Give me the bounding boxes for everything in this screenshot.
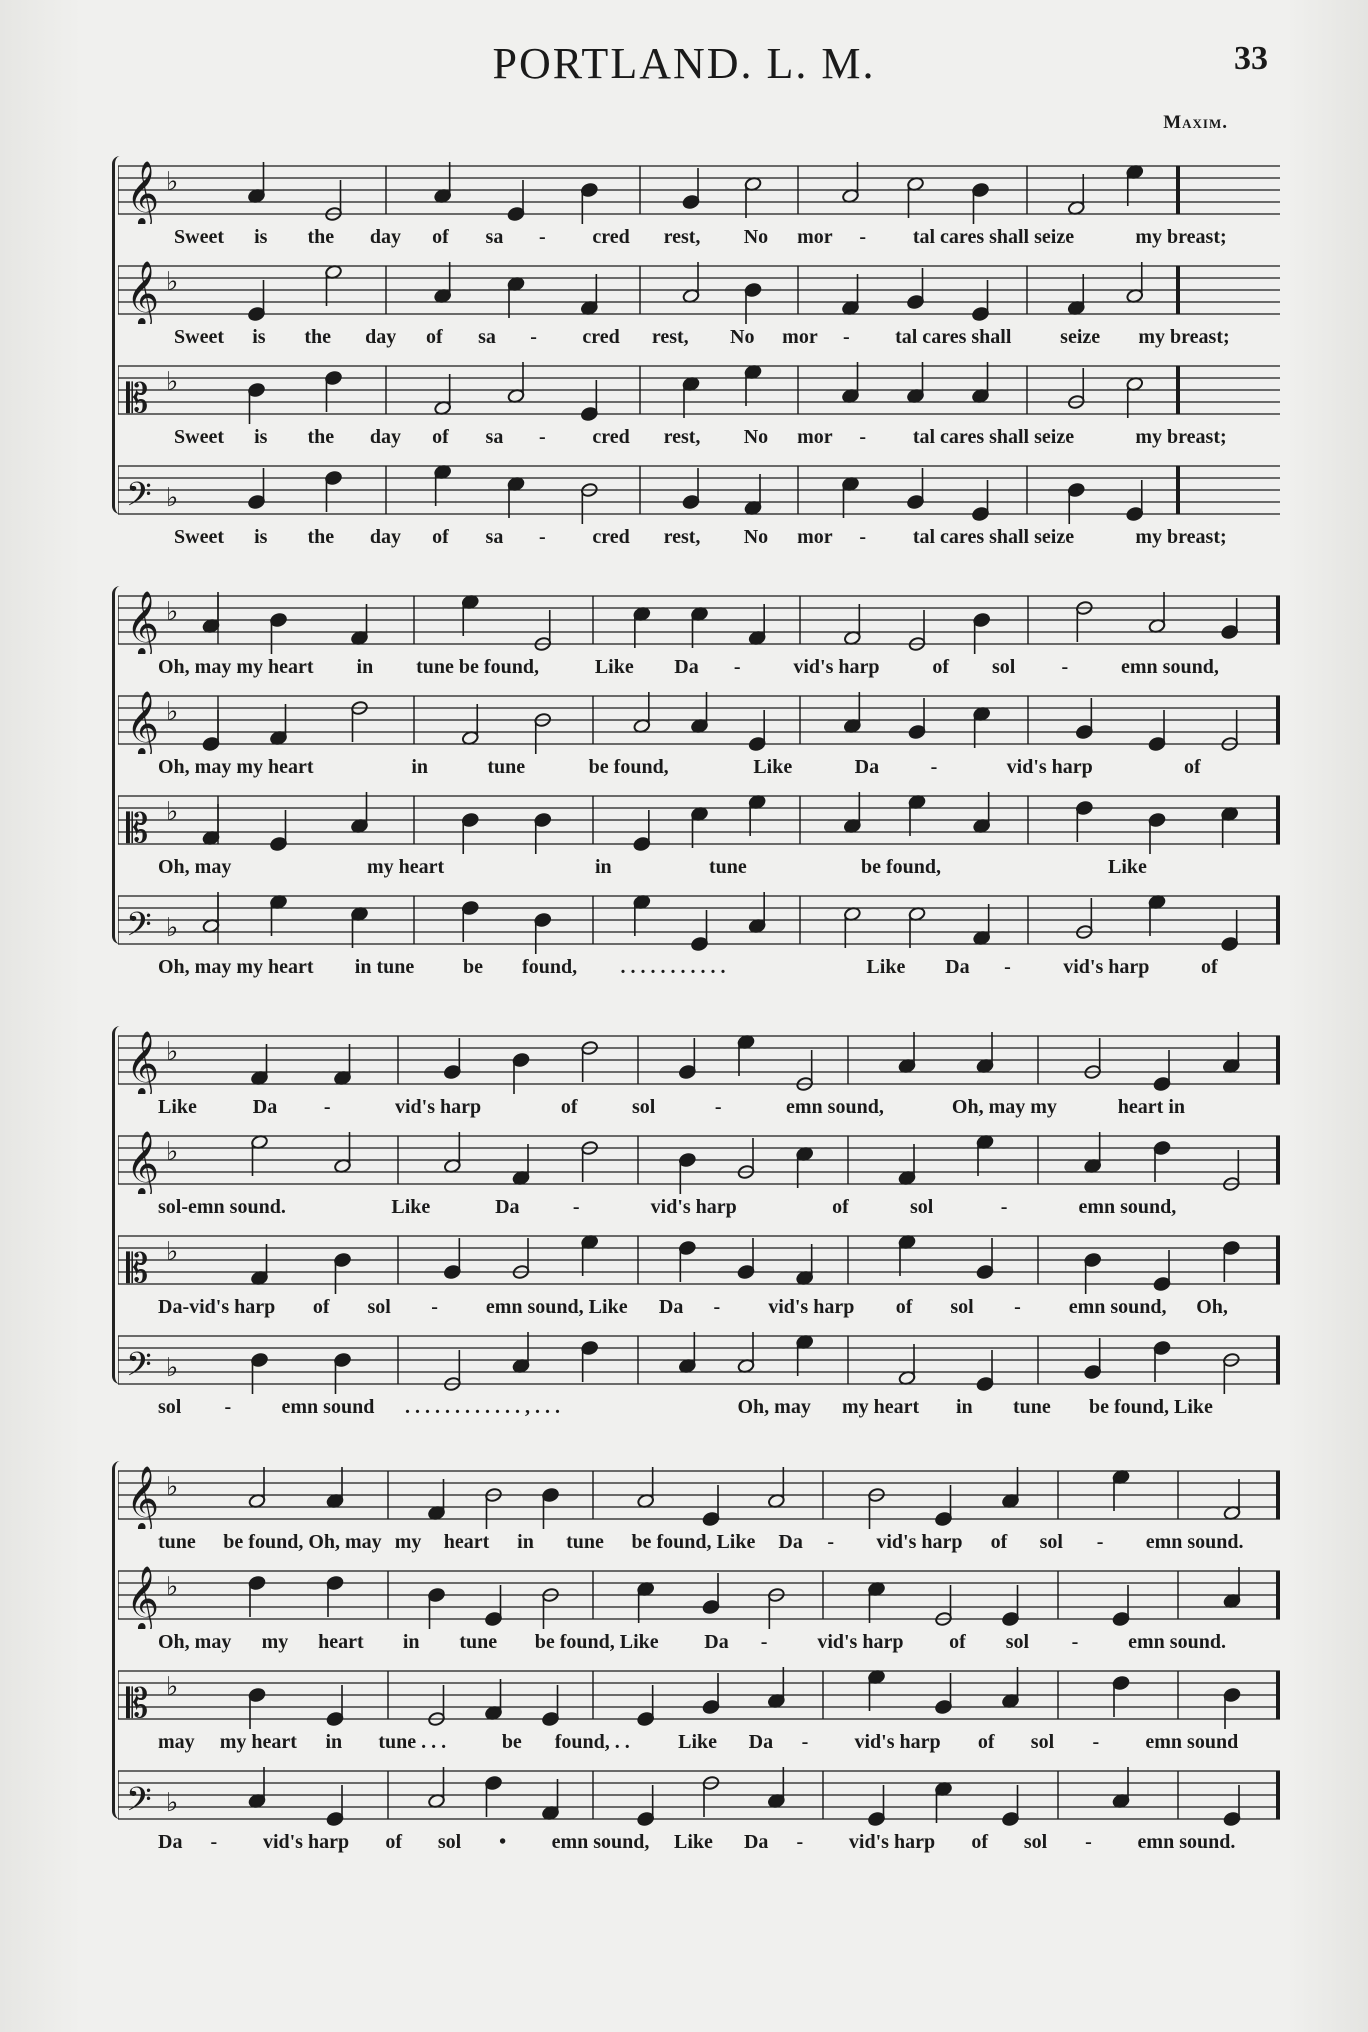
flat-key-signature-icon: ♭ xyxy=(166,1353,179,1383)
lyric-syllable: of xyxy=(832,1196,849,1218)
lyric-syllable: vid's harp xyxy=(394,1096,482,1118)
treble-clef-icon: 𝄞 xyxy=(126,591,160,654)
page-number: 33 xyxy=(1234,40,1268,77)
flat-key-signature-icon: ♭ xyxy=(166,267,179,297)
lyric-syllable: rest, xyxy=(663,226,701,248)
staff-lines xyxy=(118,1130,1280,1194)
tenor-clef-icon: 𝄡 xyxy=(126,806,149,852)
lyric-syllable: . . . . . . . . . . . xyxy=(620,956,726,978)
lyric-line xyxy=(118,326,1280,352)
staff-soprano xyxy=(118,1465,1280,1565)
staff-alto xyxy=(118,690,1280,790)
lyric-syllable: be found, Like xyxy=(1089,1396,1213,1418)
lyric-syllable: day xyxy=(365,326,397,348)
lyric-syllable: - xyxy=(859,526,867,548)
lyric-syllable: No xyxy=(743,426,769,448)
lyric-syllable: No xyxy=(743,526,769,548)
lyric-syllable: sol xyxy=(158,1396,182,1418)
lyric-syllable: vid's harp xyxy=(1063,956,1150,978)
lyric-syllable: Da xyxy=(158,1831,183,1853)
lyric-syllable: heart xyxy=(318,1631,364,1653)
lyric-syllable: of xyxy=(432,226,449,248)
lyric-syllable: sa xyxy=(485,426,504,448)
lyric-syllable: my heart xyxy=(842,1396,920,1418)
lyric-syllable: found, xyxy=(522,956,578,978)
lyric-syllable: tune xyxy=(487,756,526,778)
lyric-syllable: vid's harp xyxy=(848,1831,936,1853)
lyric-line xyxy=(118,1096,1280,1122)
lyric-syllable: - xyxy=(1000,1196,1008,1218)
staff-soprano xyxy=(118,160,1280,260)
bass-clef-icon: 𝄢 xyxy=(126,906,152,952)
flat-key-signature-icon: ♭ xyxy=(166,167,179,197)
lyric-syllable: emn sound, Like xyxy=(485,1296,628,1318)
lyric-syllable: Oh, may my heart xyxy=(158,656,314,678)
lyric-syllable: Like xyxy=(678,1731,718,1753)
lyric-syllable: is xyxy=(254,526,268,548)
treble-clef-icon: 𝄞 xyxy=(126,1131,160,1194)
lyric-syllable: tune xyxy=(1013,1396,1051,1418)
lyric-syllable: mor xyxy=(797,226,833,248)
lyric-syllable: be found, Like xyxy=(534,1631,659,1653)
hymn-title: PORTLAND. L. M. xyxy=(492,39,876,88)
lyric-syllable: sol xyxy=(631,1096,656,1118)
lyric-syllable: the xyxy=(307,426,335,448)
bass-clef-icon: 𝄢 xyxy=(126,476,152,522)
flat-key-signature-icon: ♭ xyxy=(166,1672,179,1702)
lyric-syllable: tune xyxy=(709,856,747,878)
lyric-syllable: of xyxy=(1184,756,1201,778)
lyric-syllable: of xyxy=(425,326,443,348)
lyric-syllable: sol xyxy=(1005,1631,1030,1653)
lyric-syllable: emn sound xyxy=(281,1396,375,1418)
staff-lines xyxy=(118,1465,1280,1529)
lyric-syllable: tune . . . xyxy=(378,1731,447,1753)
staff-lines xyxy=(118,1565,1280,1629)
lyric-syllable: of xyxy=(971,1831,989,1853)
lyric-syllable: - xyxy=(1061,656,1069,678)
lyric-syllable: in xyxy=(411,756,429,778)
lyric-syllable: Da xyxy=(743,1831,769,1853)
lyric-syllable: of xyxy=(1200,956,1218,978)
lyric-syllable: emn sound. xyxy=(1145,1531,1244,1553)
treble-clef-icon: 𝄞 xyxy=(126,1466,160,1529)
treble-clef-icon: 𝄞 xyxy=(126,691,160,754)
lyric-syllable: of xyxy=(932,656,950,678)
lyric-line xyxy=(118,1831,1280,1857)
lyric-line xyxy=(118,526,1280,552)
lyric-syllable: Da xyxy=(748,1731,774,1753)
lyric-syllable: - xyxy=(572,1196,580,1218)
staff-bass xyxy=(118,890,1280,990)
lyric-syllable: Like xyxy=(594,656,634,678)
treble-clef-icon: 𝄞 xyxy=(126,1031,160,1094)
lyric-syllable: • xyxy=(499,1831,507,1853)
lyric-syllable: cred xyxy=(592,426,630,448)
lyric-syllable: sa xyxy=(485,226,504,248)
lyric-syllable: sol xyxy=(367,1296,391,1318)
lyric-syllable: sa xyxy=(485,526,504,548)
lyric-line xyxy=(118,856,1280,882)
lyric-syllable: - xyxy=(224,1396,232,1418)
lyric-syllable: rest, xyxy=(651,326,689,348)
lyric-syllable: of xyxy=(990,1531,1008,1553)
staff-lines xyxy=(118,1765,1280,1829)
lyric-syllable: Da xyxy=(495,1196,520,1218)
lyric-syllable: Oh, may xyxy=(158,1631,232,1653)
lyric-syllable: - xyxy=(530,326,537,348)
lyric-syllable: - xyxy=(323,1096,331,1118)
lyric-syllable: be found, xyxy=(588,756,669,778)
lyric-syllable: - xyxy=(827,1531,835,1553)
lyric-syllable: Like xyxy=(1108,856,1147,878)
lyric-line xyxy=(118,1196,1280,1222)
lyric-syllable: be xyxy=(501,1731,522,1753)
lyric-syllable: my breast; xyxy=(1135,426,1227,448)
lyric-syllable: is xyxy=(254,426,268,448)
lyric-syllable: sol xyxy=(991,656,1016,678)
flat-key-signature-icon: ♭ xyxy=(166,597,179,627)
lyric-syllable: Like xyxy=(753,756,793,778)
staff-tenor xyxy=(118,360,1280,460)
lyric-line xyxy=(118,956,1280,982)
lyric-syllable: Oh, may my heart xyxy=(158,956,314,978)
lyric-syllable: Oh, may xyxy=(158,856,232,878)
lyric-syllable: vid's harp xyxy=(1006,756,1093,778)
lyric-syllable: . . . . . . . . . . . . , . . . xyxy=(405,1396,560,1418)
tenor-clef-icon: 𝄡 xyxy=(126,376,149,422)
lyric-syllable: emn sound, xyxy=(786,1096,884,1118)
lyric-syllable: emn sound, xyxy=(1068,1296,1167,1318)
flat-key-signature-icon: ♭ xyxy=(166,1572,179,1602)
lyric-syllable: vid's harp xyxy=(768,1296,855,1318)
lyric-syllable: tune xyxy=(566,1531,604,1553)
composer-name: Maxim. xyxy=(1163,112,1228,133)
treble-clef-icon: 𝄞 xyxy=(126,161,160,224)
staff-soprano xyxy=(118,590,1280,690)
lyric-syllable: in xyxy=(402,1631,420,1653)
lyric-syllable: my breast; xyxy=(1138,326,1230,348)
lyric-syllable: of xyxy=(312,1296,330,1318)
lyric-syllable: day xyxy=(369,426,401,448)
lyric-syllable: day xyxy=(369,526,401,548)
lyric-syllable: Da xyxy=(658,1296,684,1318)
lyric-syllable: emn sound xyxy=(1145,1731,1239,1753)
lyric-syllable: in xyxy=(595,856,612,878)
lyric-syllable: Oh, may xyxy=(737,1396,811,1418)
lyric-syllable: sol xyxy=(1023,1831,1048,1853)
lyric-syllable: be found, Oh, may xyxy=(223,1531,382,1553)
lyric-syllable: tal cares shall seize xyxy=(912,226,1075,248)
lyric-syllable: in xyxy=(956,1396,973,1418)
lyric-syllable: the xyxy=(304,326,331,348)
lyric-syllable: in xyxy=(356,656,374,678)
flat-key-signature-icon: ♭ xyxy=(166,1472,179,1502)
lyric-syllable: - xyxy=(760,1631,768,1653)
lyric-syllable: Like xyxy=(866,956,906,978)
staff-lines xyxy=(118,890,1280,954)
lyric-syllable: the xyxy=(307,526,335,548)
lyric-syllable: cred xyxy=(582,326,620,348)
lyric-syllable: Oh, may my heart xyxy=(158,756,314,778)
lyric-syllable: - xyxy=(1085,1831,1092,1853)
lyric-syllable: vid's harp xyxy=(262,1831,350,1853)
lyric-syllable: mor xyxy=(797,526,833,548)
lyric-syllable: Oh, xyxy=(1196,1296,1228,1318)
lyric-syllable: - xyxy=(1004,956,1011,978)
lyric-syllable: is xyxy=(254,226,268,248)
lyric-syllable: mor xyxy=(797,426,833,448)
lyric-line xyxy=(118,756,1280,782)
staff-lines xyxy=(118,460,1280,524)
lyric-syllable: tune xyxy=(158,1531,196,1553)
lyric-syllable: seize xyxy=(1060,326,1101,348)
treble-clef-icon: 𝄞 xyxy=(126,1566,160,1629)
staff-tenor xyxy=(118,790,1280,890)
lyric-syllable: heart xyxy=(443,1531,490,1553)
lyric-syllable: my xyxy=(394,1531,422,1553)
lyric-syllable: Sweet xyxy=(174,526,224,548)
lyric-syllable: Da xyxy=(854,756,880,778)
lyric-syllable: Da xyxy=(704,1631,729,1653)
lyric-syllable: - xyxy=(210,1831,218,1853)
lyric-syllable: - xyxy=(859,226,867,248)
staff-lines xyxy=(118,360,1280,424)
lyric-syllable: - xyxy=(842,326,850,348)
lyric-syllable: - xyxy=(1092,1731,1100,1753)
flat-key-signature-icon: ♭ xyxy=(166,1237,179,1267)
lyric-syllable: sol xyxy=(1039,1531,1063,1553)
flat-key-signature-icon: ♭ xyxy=(166,483,179,513)
staff-lines xyxy=(118,260,1280,324)
lyric-syllable: be found, Like xyxy=(631,1531,756,1553)
lyric-syllable: of xyxy=(432,426,449,448)
lyric-syllable: - xyxy=(538,526,546,548)
lyric-syllable: No xyxy=(730,326,755,348)
flat-key-signature-icon: ♭ xyxy=(166,1037,179,1067)
staff-lines xyxy=(118,690,1280,754)
lyric-syllable: my breast; xyxy=(1135,526,1227,548)
lyric-syllable: sol xyxy=(950,1296,974,1318)
lyric-syllable: - xyxy=(538,426,546,448)
flat-key-signature-icon: ♭ xyxy=(166,697,179,727)
lyric-syllable: No xyxy=(743,226,769,248)
bass-clef-icon: 𝄢 xyxy=(126,1781,152,1827)
staff-lines xyxy=(118,1330,1280,1394)
flat-key-signature-icon: ♭ xyxy=(166,367,179,397)
staff-lines xyxy=(118,1230,1280,1294)
lyric-syllable: sol xyxy=(437,1831,462,1853)
lyric-line xyxy=(118,1396,1280,1422)
lyric-syllable: emn sound, xyxy=(1121,656,1219,678)
lyric-syllable: tal cares shall seize xyxy=(912,426,1075,448)
lyric-syllable: in xyxy=(325,1731,343,1753)
tenor-clef-icon: 𝄡 xyxy=(126,1681,149,1727)
lyric-syllable: Da-vid's harp xyxy=(158,1296,276,1318)
lyric-syllable: tal cares shall xyxy=(895,326,1012,348)
lyric-syllable: sa xyxy=(478,326,496,348)
lyric-syllable: Like xyxy=(674,1831,713,1853)
lyric-syllable: day xyxy=(369,226,401,248)
flat-key-signature-icon: ♭ xyxy=(166,1788,179,1818)
lyric-syllable: Sweet xyxy=(174,226,224,248)
lyric-syllable: sol-emn sound. xyxy=(158,1196,286,1218)
lyric-syllable: rest, xyxy=(663,526,701,548)
lyric-syllable: Da xyxy=(945,956,970,978)
lyric-syllable: emn sound. xyxy=(1137,1831,1236,1853)
lyric-syllable: mor xyxy=(782,326,818,348)
lyric-syllable: my breast; xyxy=(1135,226,1227,248)
staff-bass xyxy=(118,460,1280,560)
lyric-syllable: Oh, may my xyxy=(951,1096,1057,1118)
lyric-syllable: Da xyxy=(778,1531,803,1553)
lyric-line xyxy=(118,1296,1280,1322)
staff-bass xyxy=(118,1765,1280,1865)
lyric-line xyxy=(118,1731,1280,1757)
lyric-syllable: Sweet xyxy=(174,326,224,348)
lyric-syllable: tal cares shall seize xyxy=(912,526,1075,548)
lyric-syllable: - xyxy=(733,656,741,678)
lyric-syllable: of xyxy=(977,1731,995,1753)
lyric-syllable: of xyxy=(560,1096,578,1118)
lyric-syllable: - xyxy=(801,1731,809,1753)
lyric-line xyxy=(118,226,1280,252)
lyric-syllable: - xyxy=(1071,1631,1079,1653)
flat-key-signature-icon: ♭ xyxy=(166,797,179,827)
lyric-syllable: vid's harp xyxy=(876,1531,963,1553)
lyric-syllable: vid's harp xyxy=(793,656,880,678)
lyric-syllable: - xyxy=(538,226,546,248)
lyric-syllable: - xyxy=(431,1296,438,1318)
staff-tenor xyxy=(118,1230,1280,1330)
lyric-syllable: tune xyxy=(459,1631,498,1653)
lyric-syllable: my heart xyxy=(367,856,445,878)
lyric-line xyxy=(118,1531,1280,1557)
lyric-syllable: heart in xyxy=(1117,1096,1186,1118)
lyric-syllable: may xyxy=(158,1731,195,1753)
lyric-syllable: sol xyxy=(909,1196,934,1218)
lyric-syllable: my xyxy=(261,1631,289,1653)
lyric-syllable: Da xyxy=(252,1096,278,1118)
staff-lines xyxy=(118,590,1280,654)
staff-soprano xyxy=(118,1030,1280,1130)
lyric-syllable: - xyxy=(1096,1531,1104,1553)
bass-clef-icon: 𝄢 xyxy=(126,1346,152,1392)
staff-bass xyxy=(118,1330,1280,1430)
lyric-syllable: emn sound. xyxy=(1128,1631,1226,1653)
lyric-syllable: cred xyxy=(592,226,630,248)
lyric-syllable: rest, xyxy=(663,426,701,448)
tenor-clef-icon: 𝄡 xyxy=(126,1246,149,1292)
lyric-line xyxy=(118,656,1280,682)
lyric-syllable: tune be found, xyxy=(416,656,539,678)
lyric-syllable: sol xyxy=(1030,1731,1055,1753)
lyric-syllable: - xyxy=(930,756,938,778)
staff-tenor xyxy=(118,1665,1280,1765)
lyric-syllable: Like xyxy=(158,1096,197,1118)
lyric-syllable: vid's harp xyxy=(650,1196,737,1218)
staff-alto xyxy=(118,1565,1280,1665)
lyric-syllable: be xyxy=(463,956,484,978)
lyric-syllable: emn sound, xyxy=(1078,1196,1177,1218)
lyric-syllable: found, . . xyxy=(554,1731,630,1753)
staff-alto xyxy=(118,260,1280,360)
lyric-syllable: emn sound, xyxy=(551,1831,650,1853)
flat-key-signature-icon: ♭ xyxy=(166,1137,179,1167)
staff-lines xyxy=(118,160,1280,224)
lyric-syllable: of xyxy=(895,1296,913,1318)
staff-lines xyxy=(118,1030,1280,1094)
lyric-syllable: my heart xyxy=(219,1731,297,1753)
lyric-syllable: in xyxy=(517,1531,534,1553)
lyric-syllable: - xyxy=(796,1831,804,1853)
lyric-syllable: Sweet xyxy=(174,426,224,448)
lyric-syllable: in tune xyxy=(354,956,415,978)
staff-lines xyxy=(118,1665,1280,1729)
lyric-syllable: - xyxy=(713,1296,721,1318)
lyric-syllable: vid's harp xyxy=(817,1631,904,1653)
lyric-syllable: of xyxy=(949,1631,966,1653)
lyric-syllable: the xyxy=(307,226,335,248)
lyric-syllable: vid's harp xyxy=(854,1731,941,1753)
staff-alto xyxy=(118,1130,1280,1230)
lyric-syllable: Da xyxy=(674,656,699,678)
lyric-syllable: be found, xyxy=(861,856,942,878)
treble-clef-icon: 𝄞 xyxy=(126,261,160,324)
lyric-syllable: - xyxy=(1014,1296,1021,1318)
lyric-syllable: of xyxy=(385,1831,403,1853)
lyric-syllable: - xyxy=(714,1096,722,1118)
lyric-syllable: cred xyxy=(592,526,630,548)
lyric-line xyxy=(118,426,1280,452)
lyric-syllable: is xyxy=(252,326,266,348)
lyric-syllable: of xyxy=(432,526,449,548)
lyric-syllable: Like xyxy=(391,1196,431,1218)
lyric-line xyxy=(118,1631,1280,1657)
flat-key-signature-icon: ♭ xyxy=(166,913,179,943)
lyric-syllable: - xyxy=(859,426,867,448)
staff-lines xyxy=(118,790,1280,854)
